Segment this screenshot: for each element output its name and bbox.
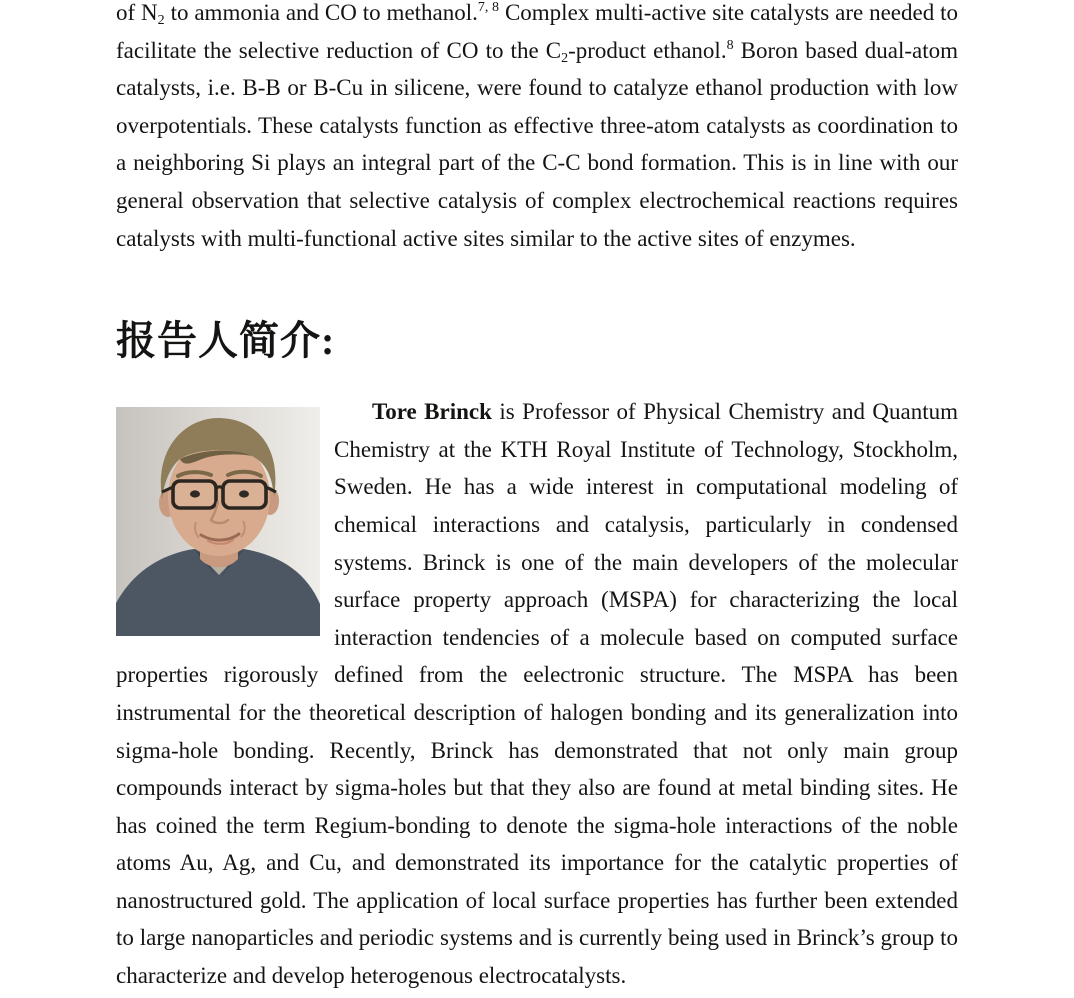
paragraph-abstract — [116, 0, 958, 257]
photo-eye — [239, 491, 249, 498]
subscript-n2: 2 — [157, 13, 165, 28]
portrait-image — [116, 407, 320, 636]
abstract-text: to ammonia and CO to methanol. — [164, 0, 478, 25]
subscript-c2: 2 — [561, 50, 569, 66]
section-heading-speaker-intro: 报告人简介: — [116, 318, 336, 364]
abstract-text: -product ethanol. — [568, 37, 727, 63]
abstract-text: Complex multi-active site catalysts are needed to facilitate the selective reduction of CO to the C — [116, 0, 959, 63]
bio-text: is Professor of Physical Chemistry and Quantum Chemistry at the KTH Royal Institute of Technology, Stockholm, Sweden. He has a wide interest in computational modeling of chemical interactions and catalysis, particularly in condensed systems. Brinck is one of the main developers of the molecular surface property approach (MSPA) for characterizing the local interaction tendencies of a molecule based on computed surface properties rigorously defined from the eelectronic structure. The MSPA has been instrumental for the theoretical description of halogen bonding and its generalization into sigma-hole bonding. Recently, Brinck has demonstrated that not only main group compounds interact by sigma-holes but that they also are found at metal binding sites. He has coined the term Regium-bonding to denote the sigma-hole interactions of the noble atoms Au, Ag, and Cu, and demonstrated its importance for the catalytic properties of nanostructured gold. The application of local surface properties has further been extended to large nanoparticles and periodic systems and is currently being used in Brinck’s group to characterize and develop heterogenous electrocatalysts. — [116, 399, 958, 989]
citation-superscript: 7, 8 — [477, 0, 500, 15]
speaker-name: Tore Brinck — [372, 399, 492, 425]
speaker-bio-section — [116, 393, 958, 995]
abstract-text: of N — [116, 0, 158, 25]
speaker-portrait-photo — [116, 407, 320, 636]
abstract-text: Boron based dual-atom catalysts, i.e. B-B or B-Cu in silicene, were found to catalyze ethanol production with low overpotentials. These catalysts function as effective three-atom catalysts as coordination to a neighboring Si plays an integral part of the C-C bond formation. This is in line with our general observation that selective catalysis of complex electrochemical reactions requires catalysts with multi-functional active sites similar to the active sites of enzymes. — [116, 37, 958, 251]
citation-superscript: 8 — [726, 37, 734, 53]
photo-eye — [190, 491, 200, 498]
